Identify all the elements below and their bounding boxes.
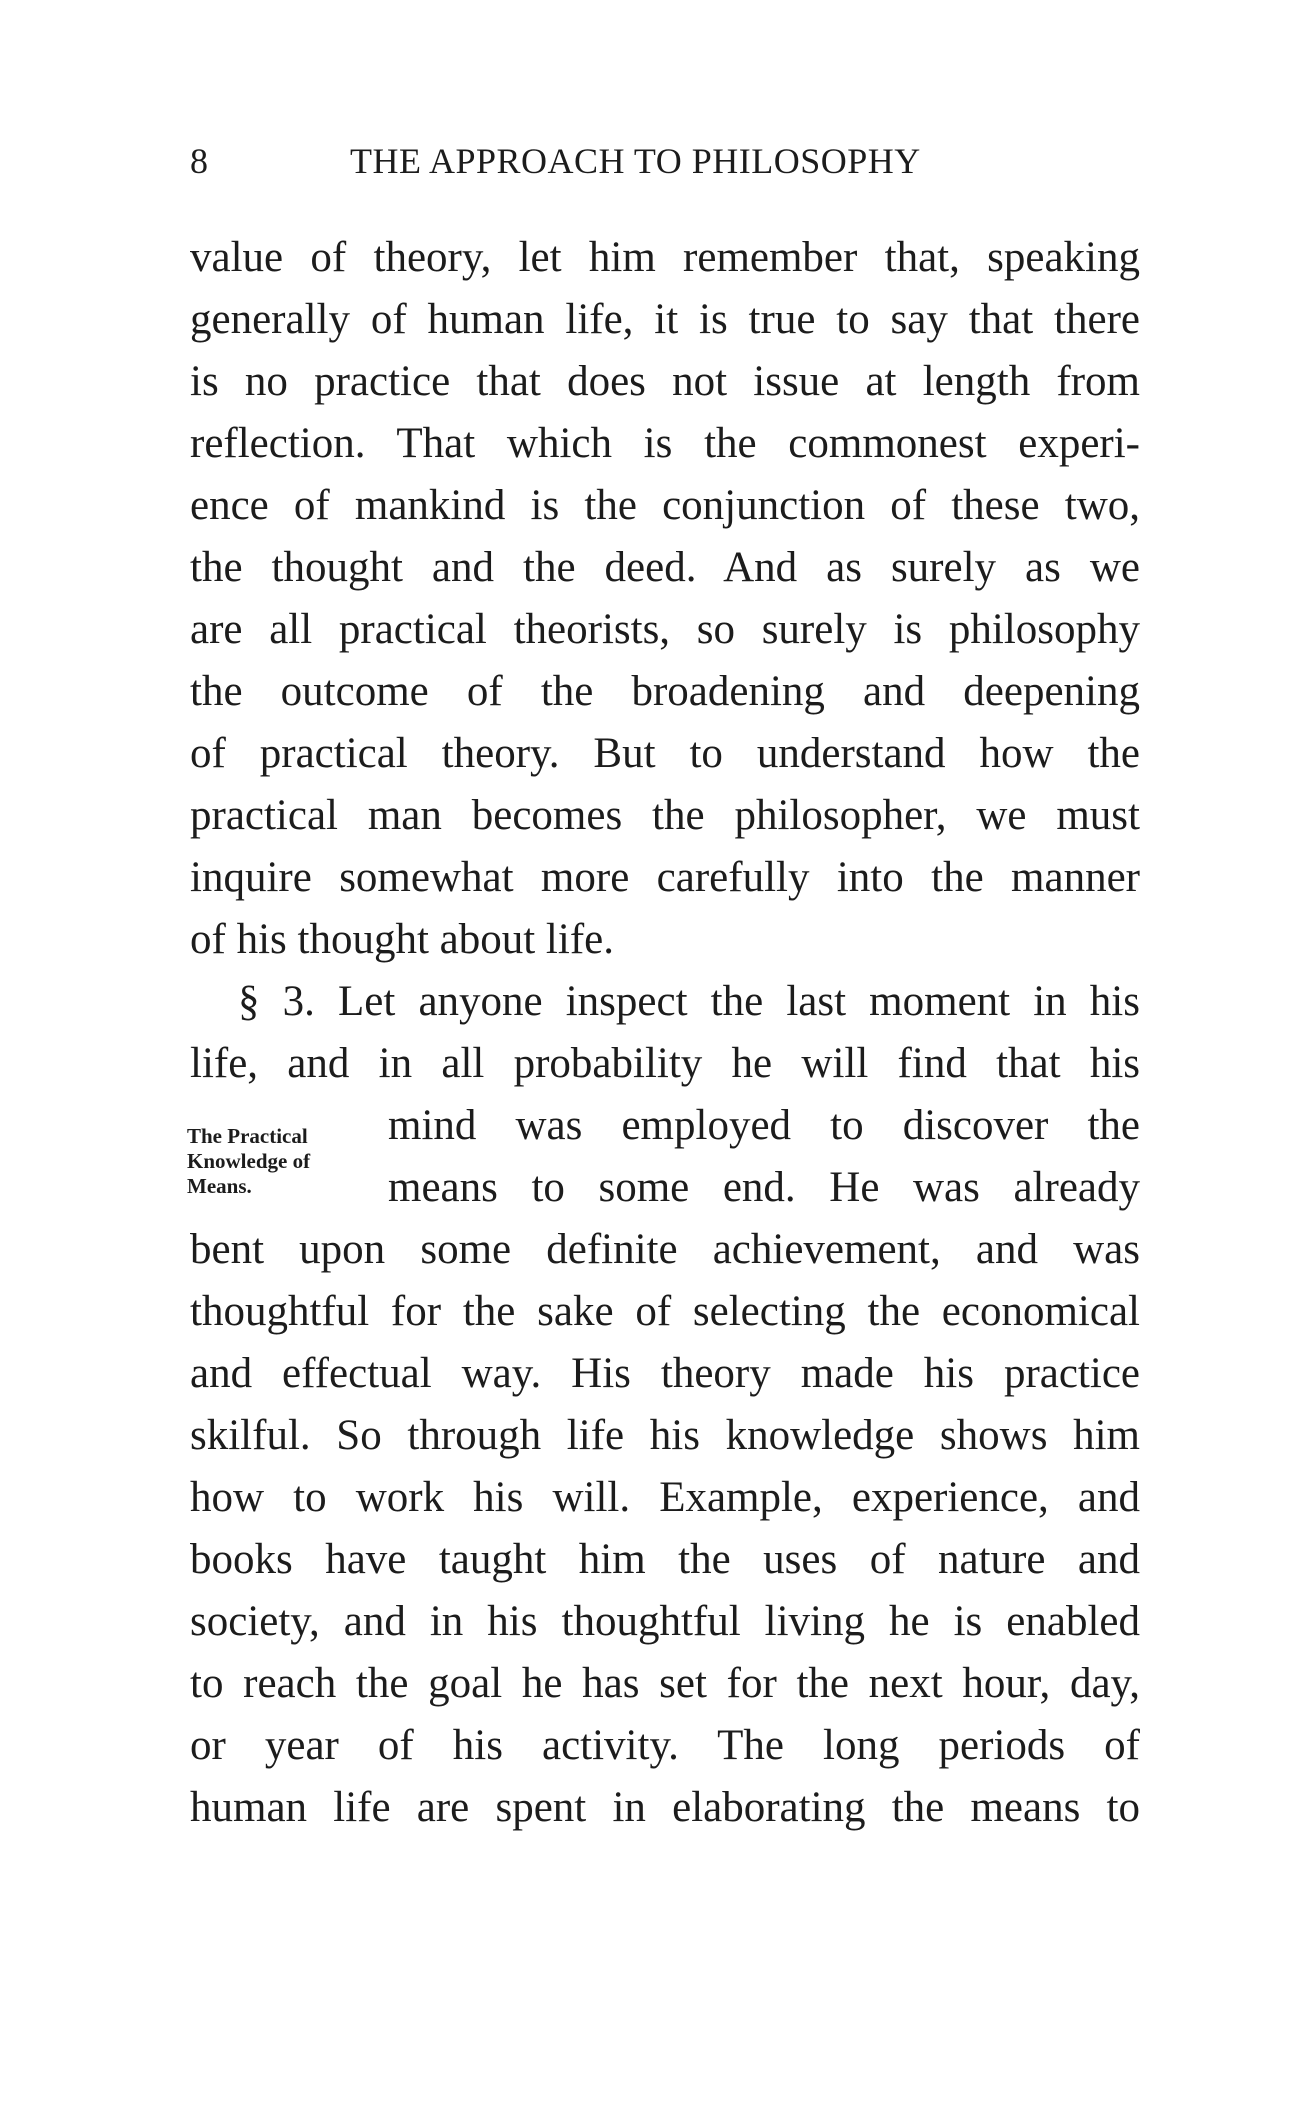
page-header	[190, 140, 1190, 190]
text-line: of his thought about life.	[190, 916, 614, 963]
text-line: thoughtful for the sake of selecting the economical	[190, 1288, 1140, 1335]
text-line: society, and in his thoughtful living he is enabled	[190, 1598, 1140, 1645]
text-line: is no practice that does not issue at length from	[190, 358, 1140, 405]
text-line: how to work his will. Example, experience, and	[190, 1474, 1140, 1521]
margin-note-line: The Practical	[187, 1124, 308, 1148]
text-line: to reach the goal he has set for the next hour, day,	[190, 1660, 1140, 1707]
text-line: reflection. That which is the commonest experi-	[190, 420, 1140, 467]
text-line: are all practical theorists, so surely is philosophy	[190, 606, 1140, 653]
text-line: bent upon some definite achievement, and was	[190, 1226, 1140, 1273]
text-line: means to some end. He was already	[388, 1164, 1140, 1211]
text-line: practical man becomes the philosopher, we must	[190, 792, 1140, 839]
text-line: mind was employed to discover the	[388, 1102, 1140, 1149]
margin-note-line: Means.	[187, 1174, 252, 1198]
text-line: value of theory, let him remember that, speaking	[190, 234, 1140, 281]
text-line: skilful. So through life his knowledge shows him	[190, 1412, 1140, 1459]
page-number: 8	[190, 141, 209, 181]
text-line: inquire somewhat more carefully into the manner	[190, 854, 1140, 901]
running-title: THE APPROACH TO PHILOSOPHY	[350, 141, 921, 181]
section-start-line: § 3. Let anyone inspect the last moment in his	[238, 978, 1140, 1025]
text-line: life, and in all probability he will find that his	[190, 1040, 1140, 1087]
text-line: books have taught him the uses of nature and	[190, 1536, 1140, 1583]
text-line: the outcome of the broadening and deepening	[190, 668, 1140, 715]
margin-note-line: Knowledge of	[187, 1149, 311, 1173]
margin-note	[187, 1124, 310, 1199]
text-line: of practical theory. But to understand how the	[190, 730, 1140, 777]
text-line: and effectual way. His theory made his practice	[190, 1350, 1140, 1397]
text-line: ence of mankind is the conjunction of these two,	[190, 482, 1140, 529]
text-line: the thought and the deed. And as surely as we	[190, 544, 1140, 591]
text-line: human life are spent in elaborating the means to	[190, 1784, 1140, 1831]
text-line: or year of his activity. The long periods of	[190, 1722, 1140, 1769]
text-line: generally of human life, it is true to say that there	[190, 296, 1140, 343]
